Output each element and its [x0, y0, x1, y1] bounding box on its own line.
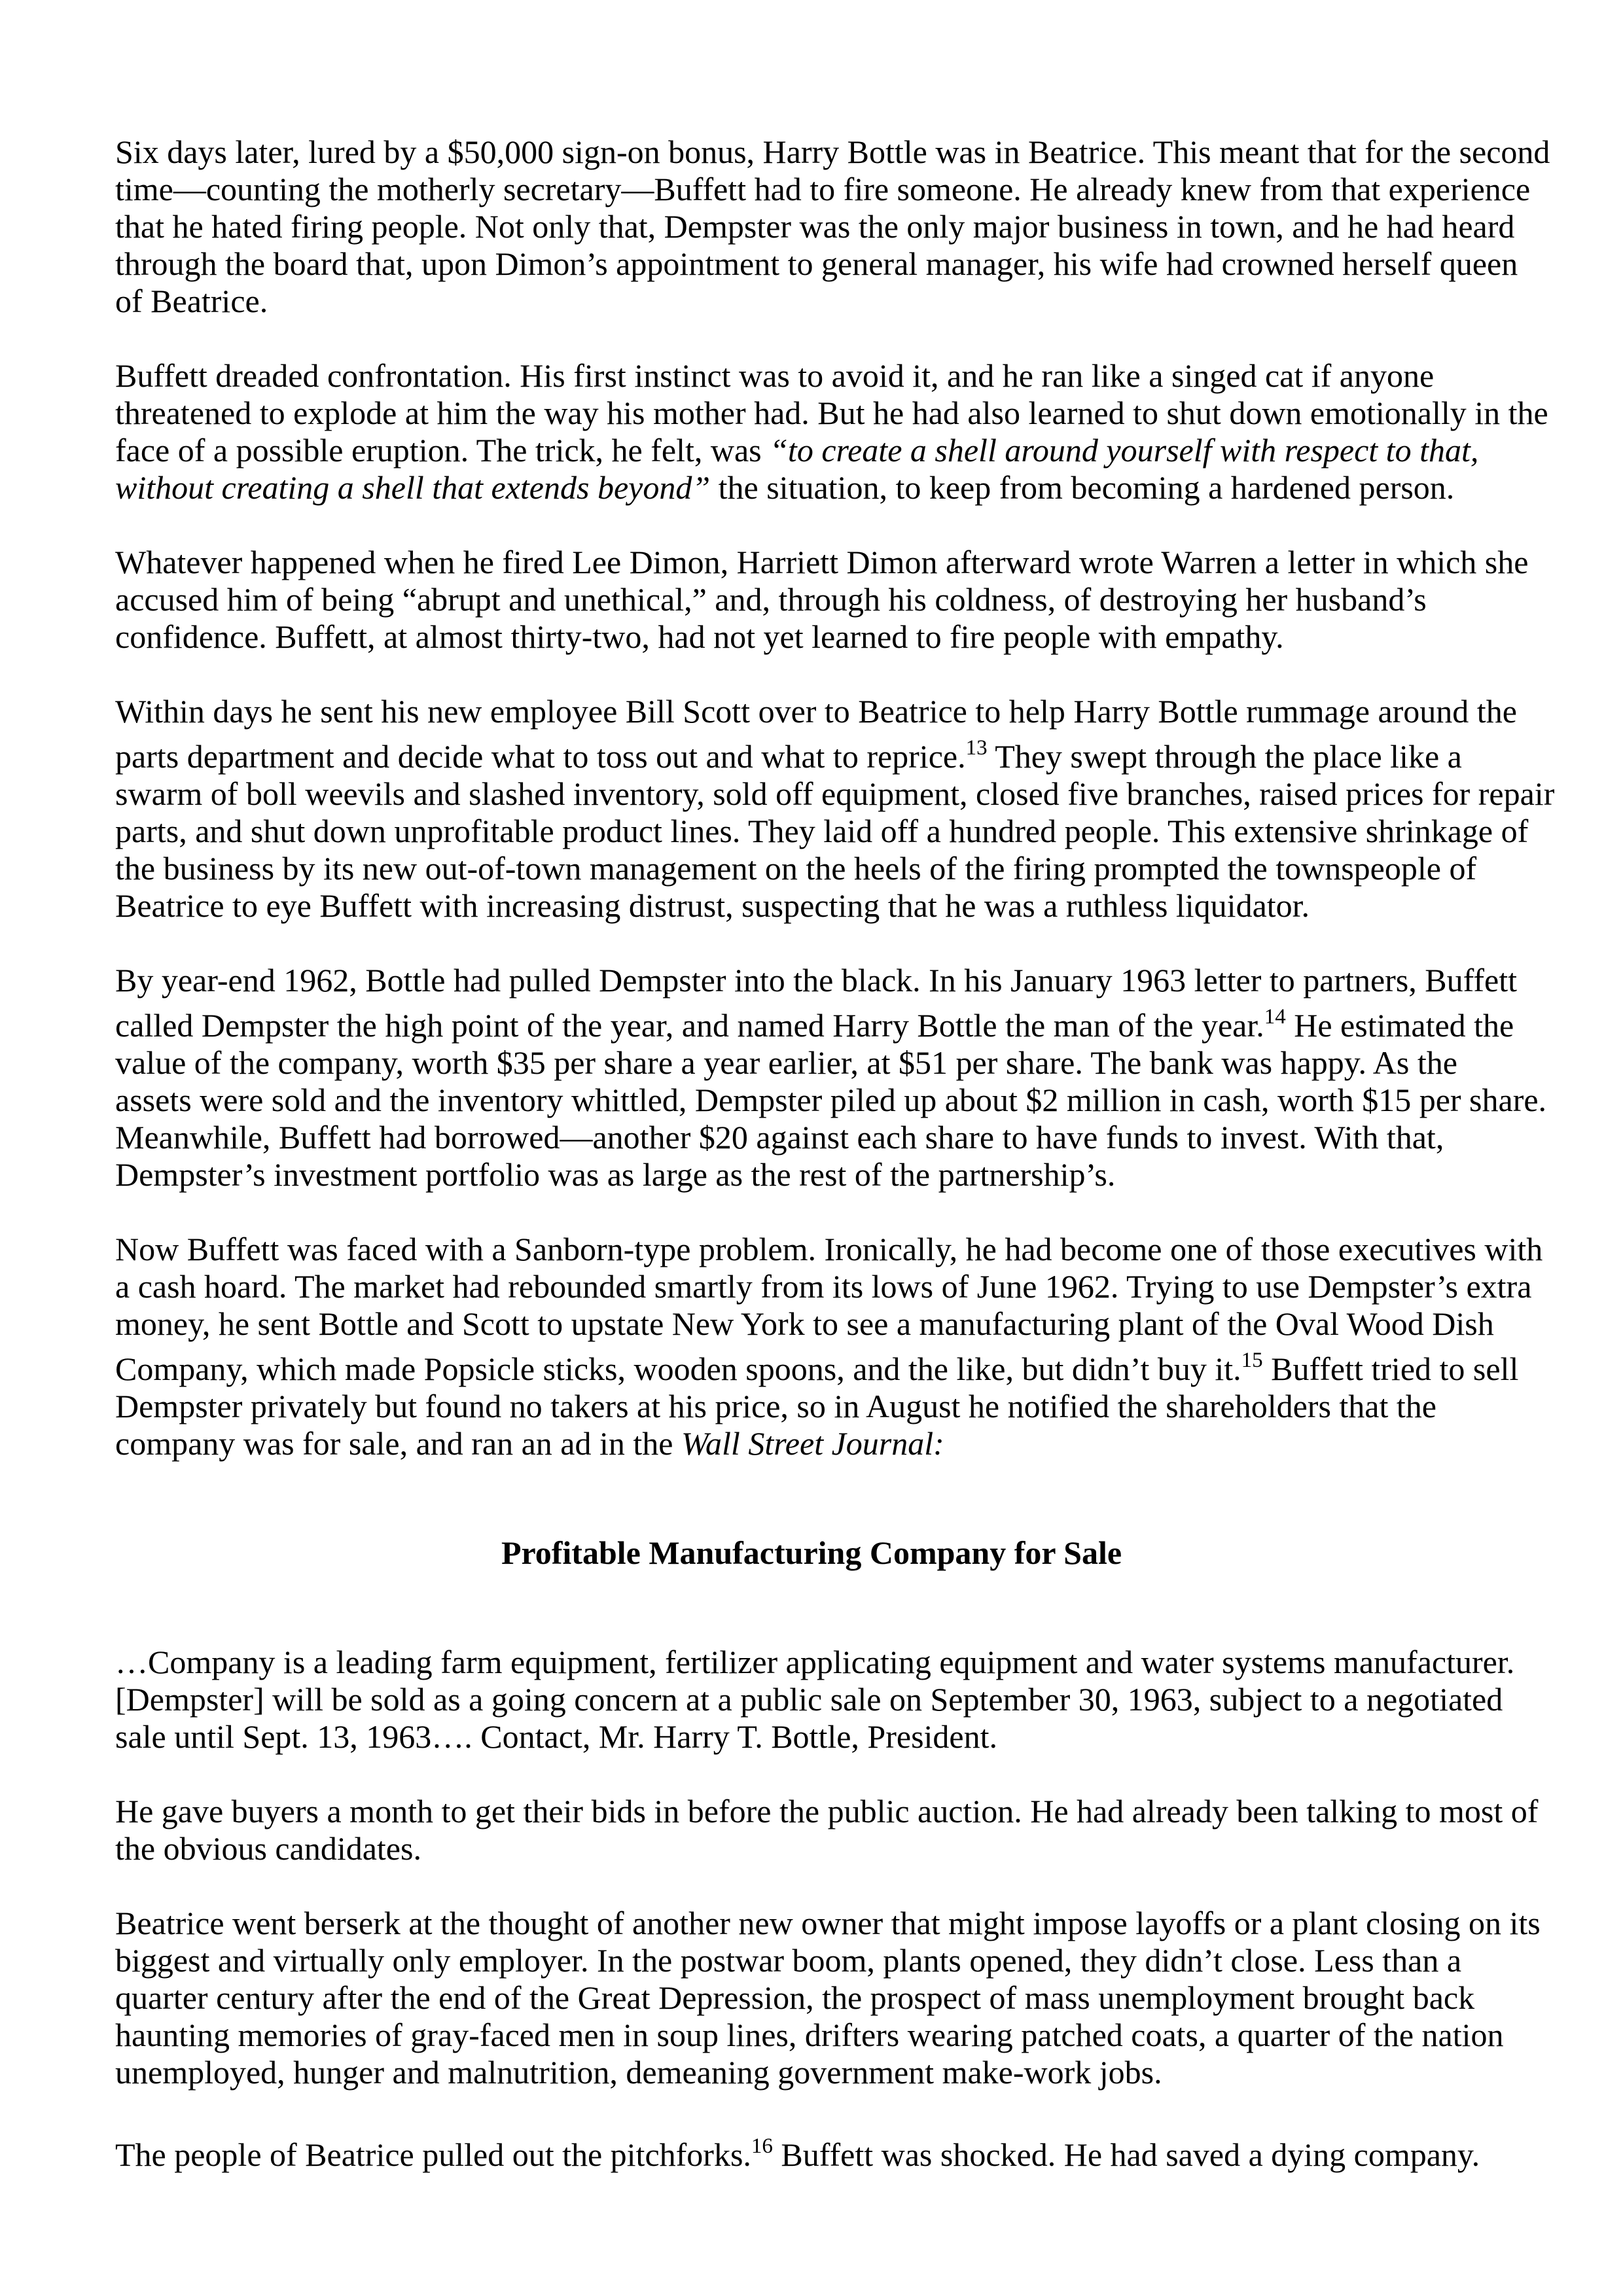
text-line: Beatrice went berserk at the thought of another new owner that might impose layoffs or a plant closing on its [115, 1905, 1541, 1941]
text-line [115, 432, 1508, 469]
text-line: the obvious candidates. [115, 1830, 421, 1867]
paragraph [115, 544, 1529, 656]
text-line: Whatever happened when he fired Lee Dimon, Harriett Dimon afterward wrote Warren a letter in which she [115, 544, 1529, 580]
text-line: swarm of boll weevils and slashed inventory, sold off equipment, closed five branches, raised prices for repair [115, 775, 1555, 812]
text-line: money, he sent Bottle and Scott to upstate New York to see a manufacturing plant of the Oval Wood Dish [115, 1305, 1494, 1342]
text-segment: parts department and decide what to toss out and what to reprice. [115, 738, 966, 775]
footnote-ref: 15 [1241, 1349, 1263, 1372]
text-line: of Beatrice. [115, 283, 268, 319]
text-line: Meanwhile, Buffett had borrowed—another $20 against each share to have funds to invest. With that, [115, 1119, 1444, 1156]
text-line [115, 1343, 1519, 1388]
italic-quote: “to create a shell around yourself with respect to that, [770, 432, 1479, 468]
text-line: He gave buyers a month to get their bids in before the public auction. He had already been talking to most of [115, 1793, 1539, 1829]
text-segment: face of a possible eruption. The trick, he felt, was [115, 432, 770, 468]
text-line [115, 730, 1508, 775]
text-line: threatened to explode at him the way his mother had. But he had also learned to shut down emotionally in the [115, 395, 1548, 431]
text-line [115, 2128, 1508, 2174]
footnote-ref: 16 [751, 2134, 773, 2158]
text-line: [Dempster] will be sold as a going concern at a public sale on September 30, 1963, subject to a negotiated [115, 1681, 1503, 1718]
text-line: …Company is a leading farm equipment, fertilizer applicating equipment and water systems manufacturer. [115, 1644, 1515, 1680]
text-line [115, 469, 1508, 506]
text-line: a cash hoard. The market had rebounded smartly from its lows of June 1962. Trying to use Dempster’s extra [115, 1268, 1532, 1305]
paragraph [115, 2128, 1508, 2174]
footnote-ref: 14 [1264, 1005, 1286, 1029]
text-segment: Company, which made Popsicle sticks, wooden spoons, and the like, but didn’t buy it. [115, 1351, 1241, 1387]
text-line: biggest and virtually only employer. In the postwar boom, plants opened, they didn’t close. Less than a [115, 1942, 1462, 1979]
text-segment: The people of Beatrice pulled out the pitchforks. [115, 2136, 751, 2173]
text-segment: Buffett tried to sell [1262, 1351, 1519, 1387]
text-line: Within days he sent his new employee Bill Scott over to Beatrice to help Harry Bottle rummage around the [115, 693, 1517, 730]
text-line [115, 999, 1514, 1044]
text-line: parts, and shut down unprofitable product lines. They laid off a hundred people. This extensive shrinkage of [115, 813, 1529, 849]
text-line: quarter century after the end of the Great Depression, the prospect of mass unemployment brought back [115, 1979, 1475, 2016]
text-line: Six days later, lured by a $50,000 sign-on bonus, Harry Bottle was in Beatrice. This meant that for the second [115, 133, 1550, 170]
text-line: By year-end 1962, Bottle had pulled Dempster into the black. In his January 1963 letter to partners, Buffett [115, 962, 1517, 998]
text-line: haunting memories of gray-faced men in soup lines, drifters wearing patched coats, a quarter of the nation [115, 2017, 1504, 2053]
text-line: that he hated firing people. Not only that, Dempster was the only major business in town, and he had heard [115, 208, 1515, 245]
text-segment: called Dempster the high point of the year, and named Harry Bottle the man of the year. [115, 1007, 1264, 1044]
text-line: accused him of being “abrupt and unethical,” and, through his coldness, of destroying her husband’s [115, 581, 1427, 618]
text-segment: Buffett was shocked. He had saved a dying company. [772, 2136, 1480, 2173]
text-line: confidence. Buffett, at almost thirty-two, had not yet learned to fire people with empathy. [115, 618, 1284, 655]
ad-text [115, 1644, 1515, 1756]
text-line: assets were sold and the inventory whittled, Dempster piled up about $2 million in cash, worth $15 per share. [115, 1082, 1547, 1118]
text-line: time—counting the motherly secretary—Buffett had to fire someone. He already knew from that experience [115, 171, 1531, 207]
text-line: Dempster privately but found no takers at his price, so in August he notified the shareholders that the [115, 1388, 1436, 1424]
paragraph [115, 1231, 1543, 1462]
text-line: sale until Sept. 13, 1963…. Contact, Mr. Harry T. Bottle, President. [115, 1718, 997, 1755]
text-line: through the board that, upon Dimon’s appointment to general manager, his wife had crowned herself queen [115, 245, 1518, 282]
text-line: value of the company, worth $35 per share a year earlier, at $51 per share. The bank was happy. As the [115, 1044, 1457, 1081]
body-text [115, 133, 1555, 2211]
text-line: Beatrice to eye Buffett with increasing distrust, suspecting that he was a ruthless liquidator. [115, 887, 1310, 924]
text-line: Buffett dreaded confrontation. His first instinct was to avoid it, and he ran like a singed cat if anyone [115, 357, 1435, 394]
paragraph [115, 1905, 1541, 2091]
paragraph [115, 962, 1547, 1193]
paragraph [115, 693, 1555, 925]
text-line: Dempster’s investment portfolio was as large as the rest of the partnership’s. [115, 1156, 1116, 1193]
paragraph [115, 1793, 1539, 1867]
text-line: the business by its new out-of-town management on the heels of the firing prompted the townspeople of [115, 850, 1477, 887]
footnote-ref: 13 [965, 736, 988, 760]
text-line: Now Buffett was faced with a Sanborn-type problem. Ironically, he had become one of those executives with [115, 1231, 1543, 1267]
paragraph [115, 133, 1550, 320]
text-segment: company was for sale, and ran an ad in the [115, 1425, 681, 1462]
text-segment: They swept through the place like a [987, 738, 1462, 775]
italic-quote: without creating a shell that extends beyond” [115, 469, 711, 506]
paragraph [115, 357, 1548, 506]
publication-title: Wall Street Journal: [681, 1425, 944, 1462]
ad-heading: Profitable Manufacturing Company for Sale [501, 1534, 1122, 1571]
text-segment: He estimated the [1285, 1007, 1514, 1044]
text-segment: the situation, to keep from becoming a hardened person. [710, 469, 1455, 506]
text-line: unemployed, hunger and malnutrition, demeaning government make-work jobs. [115, 2054, 1162, 2091]
text-line [115, 1425, 1508, 1462]
